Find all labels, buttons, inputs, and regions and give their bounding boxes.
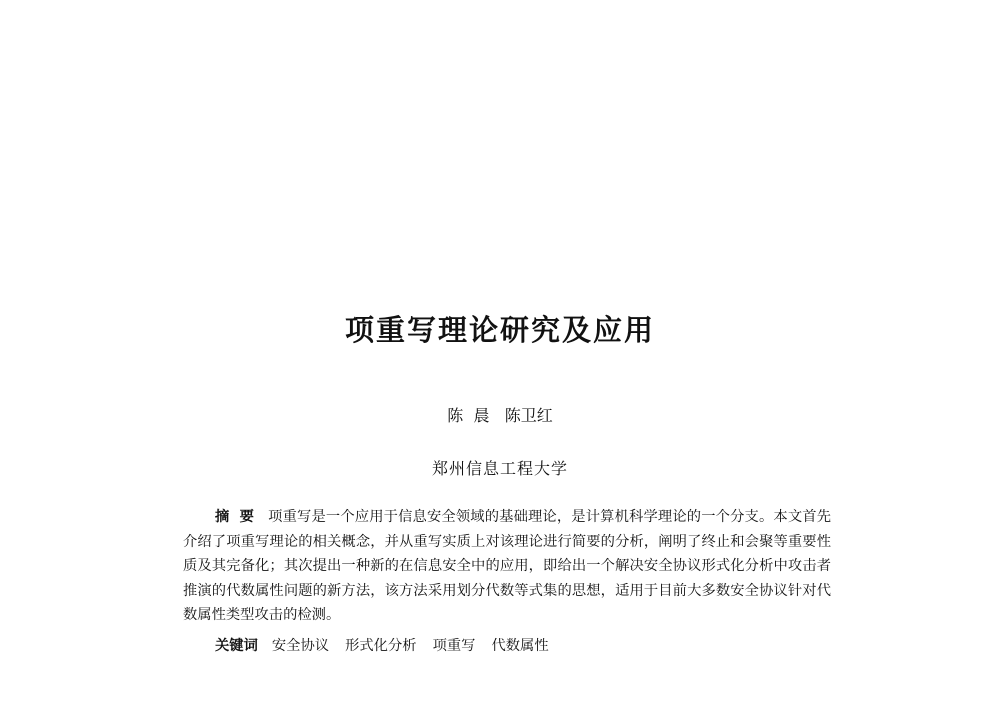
abstract-text: 项重写是一个应用于信息安全领域的基础理论，是计算机科学理论的一个分支。本文首先介绍了项重写理论的相关概念，并从重写实质上对该理论进行简要的分析，阐明了终止和会聚等重要性质及其完备化；其次提出一种新的在信息安全中的应用，即给出一个解决安全协议形式化分析中攻击者推演的代数属性问题的新方法，该方法采用划分代数等式集的思想，适用于目前大多数安全协议针对代数属性类型攻击的检测。 (183, 509, 831, 623)
keyword-item: 代数属性 (491, 638, 549, 654)
paper-title: 项重写理论研究及应用 (344, 313, 655, 347)
keywords-label: 关键词 (215, 638, 258, 654)
keyword-item: 项重写 (432, 638, 476, 654)
keywords-line (215, 634, 549, 658)
abstract-paragraph (183, 505, 831, 628)
paper-authors: 陈 晨 陈卫红 (447, 406, 553, 425)
keyword-item: 形式化分析 (345, 638, 417, 654)
keyword-item: 安全协议 (271, 638, 330, 654)
abstract-label: 摘 要 (215, 509, 255, 525)
paper-affiliation: 郑州信息工程大学 (431, 459, 568, 478)
